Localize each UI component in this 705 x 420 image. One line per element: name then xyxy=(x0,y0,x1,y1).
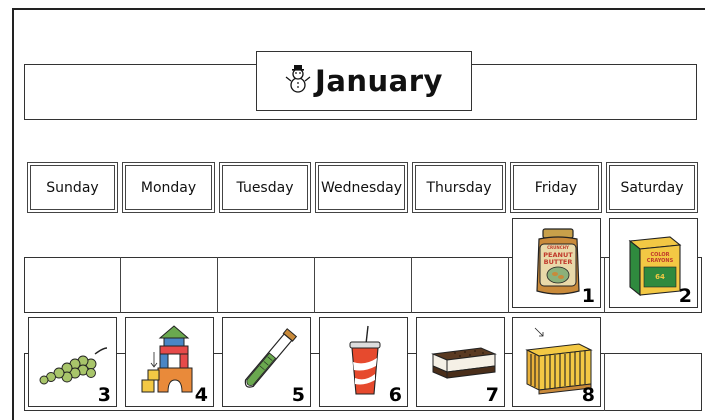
day-cell-5[interactable] xyxy=(222,317,311,407)
day-cell-3[interactable] xyxy=(28,317,117,407)
day-cell-8[interactable] xyxy=(512,317,601,407)
month-title: January xyxy=(315,64,443,98)
day-number: 7 xyxy=(485,384,499,406)
weekday-header-thursday xyxy=(412,162,506,213)
weekday-label: Monday xyxy=(140,179,197,196)
cell-divider xyxy=(120,257,121,313)
day-cell-7[interactable] xyxy=(416,317,505,407)
weekday-label: Tuesday xyxy=(236,179,294,196)
day-cell-2[interactable] xyxy=(609,218,698,308)
day-number: 1 xyxy=(581,285,595,307)
day-number: 3 xyxy=(97,384,111,406)
day-number: 2 xyxy=(678,285,692,307)
weekday-header-saturday xyxy=(606,162,698,213)
cell-divider xyxy=(604,353,605,411)
month-title-box xyxy=(256,51,472,111)
svg-text:CRAYONS: CRAYONS xyxy=(646,258,674,264)
snowman-icon xyxy=(285,64,311,98)
svg-text:PEANUT: PEANUT xyxy=(543,251,573,259)
weekday-header-wednesday xyxy=(315,162,408,213)
weekday-label: Sunday xyxy=(46,179,99,196)
weekday-header-monday xyxy=(122,162,215,213)
weekday-label: Thursday xyxy=(426,179,492,196)
day-number: 6 xyxy=(388,384,402,406)
weekday-label: Wednesday xyxy=(320,179,403,196)
day-cell-4[interactable] xyxy=(125,317,214,407)
svg-text:CRUNCHY: CRUNCHY xyxy=(547,245,569,250)
svg-text:COLOR: COLOR xyxy=(650,252,670,258)
svg-text:64: 64 xyxy=(655,273,665,281)
svg-text:BUTTER: BUTTER xyxy=(543,258,573,266)
day-number: 4 xyxy=(194,384,208,406)
cell-divider xyxy=(411,257,412,313)
day-number: 8 xyxy=(581,384,595,406)
day-cell-1[interactable] xyxy=(512,218,601,308)
weekday-header-tuesday xyxy=(219,162,311,213)
cell-divider xyxy=(604,257,605,313)
day-number: 5 xyxy=(291,384,305,406)
weekday-header-sunday xyxy=(27,162,118,213)
weekday-header-friday xyxy=(510,162,602,213)
cell-divider xyxy=(314,257,315,313)
cell-divider xyxy=(217,257,218,313)
cell-divider xyxy=(508,257,509,313)
day-cell-6[interactable] xyxy=(319,317,408,407)
weekday-label: Friday xyxy=(534,179,578,196)
weekday-label: Saturday xyxy=(620,179,684,196)
